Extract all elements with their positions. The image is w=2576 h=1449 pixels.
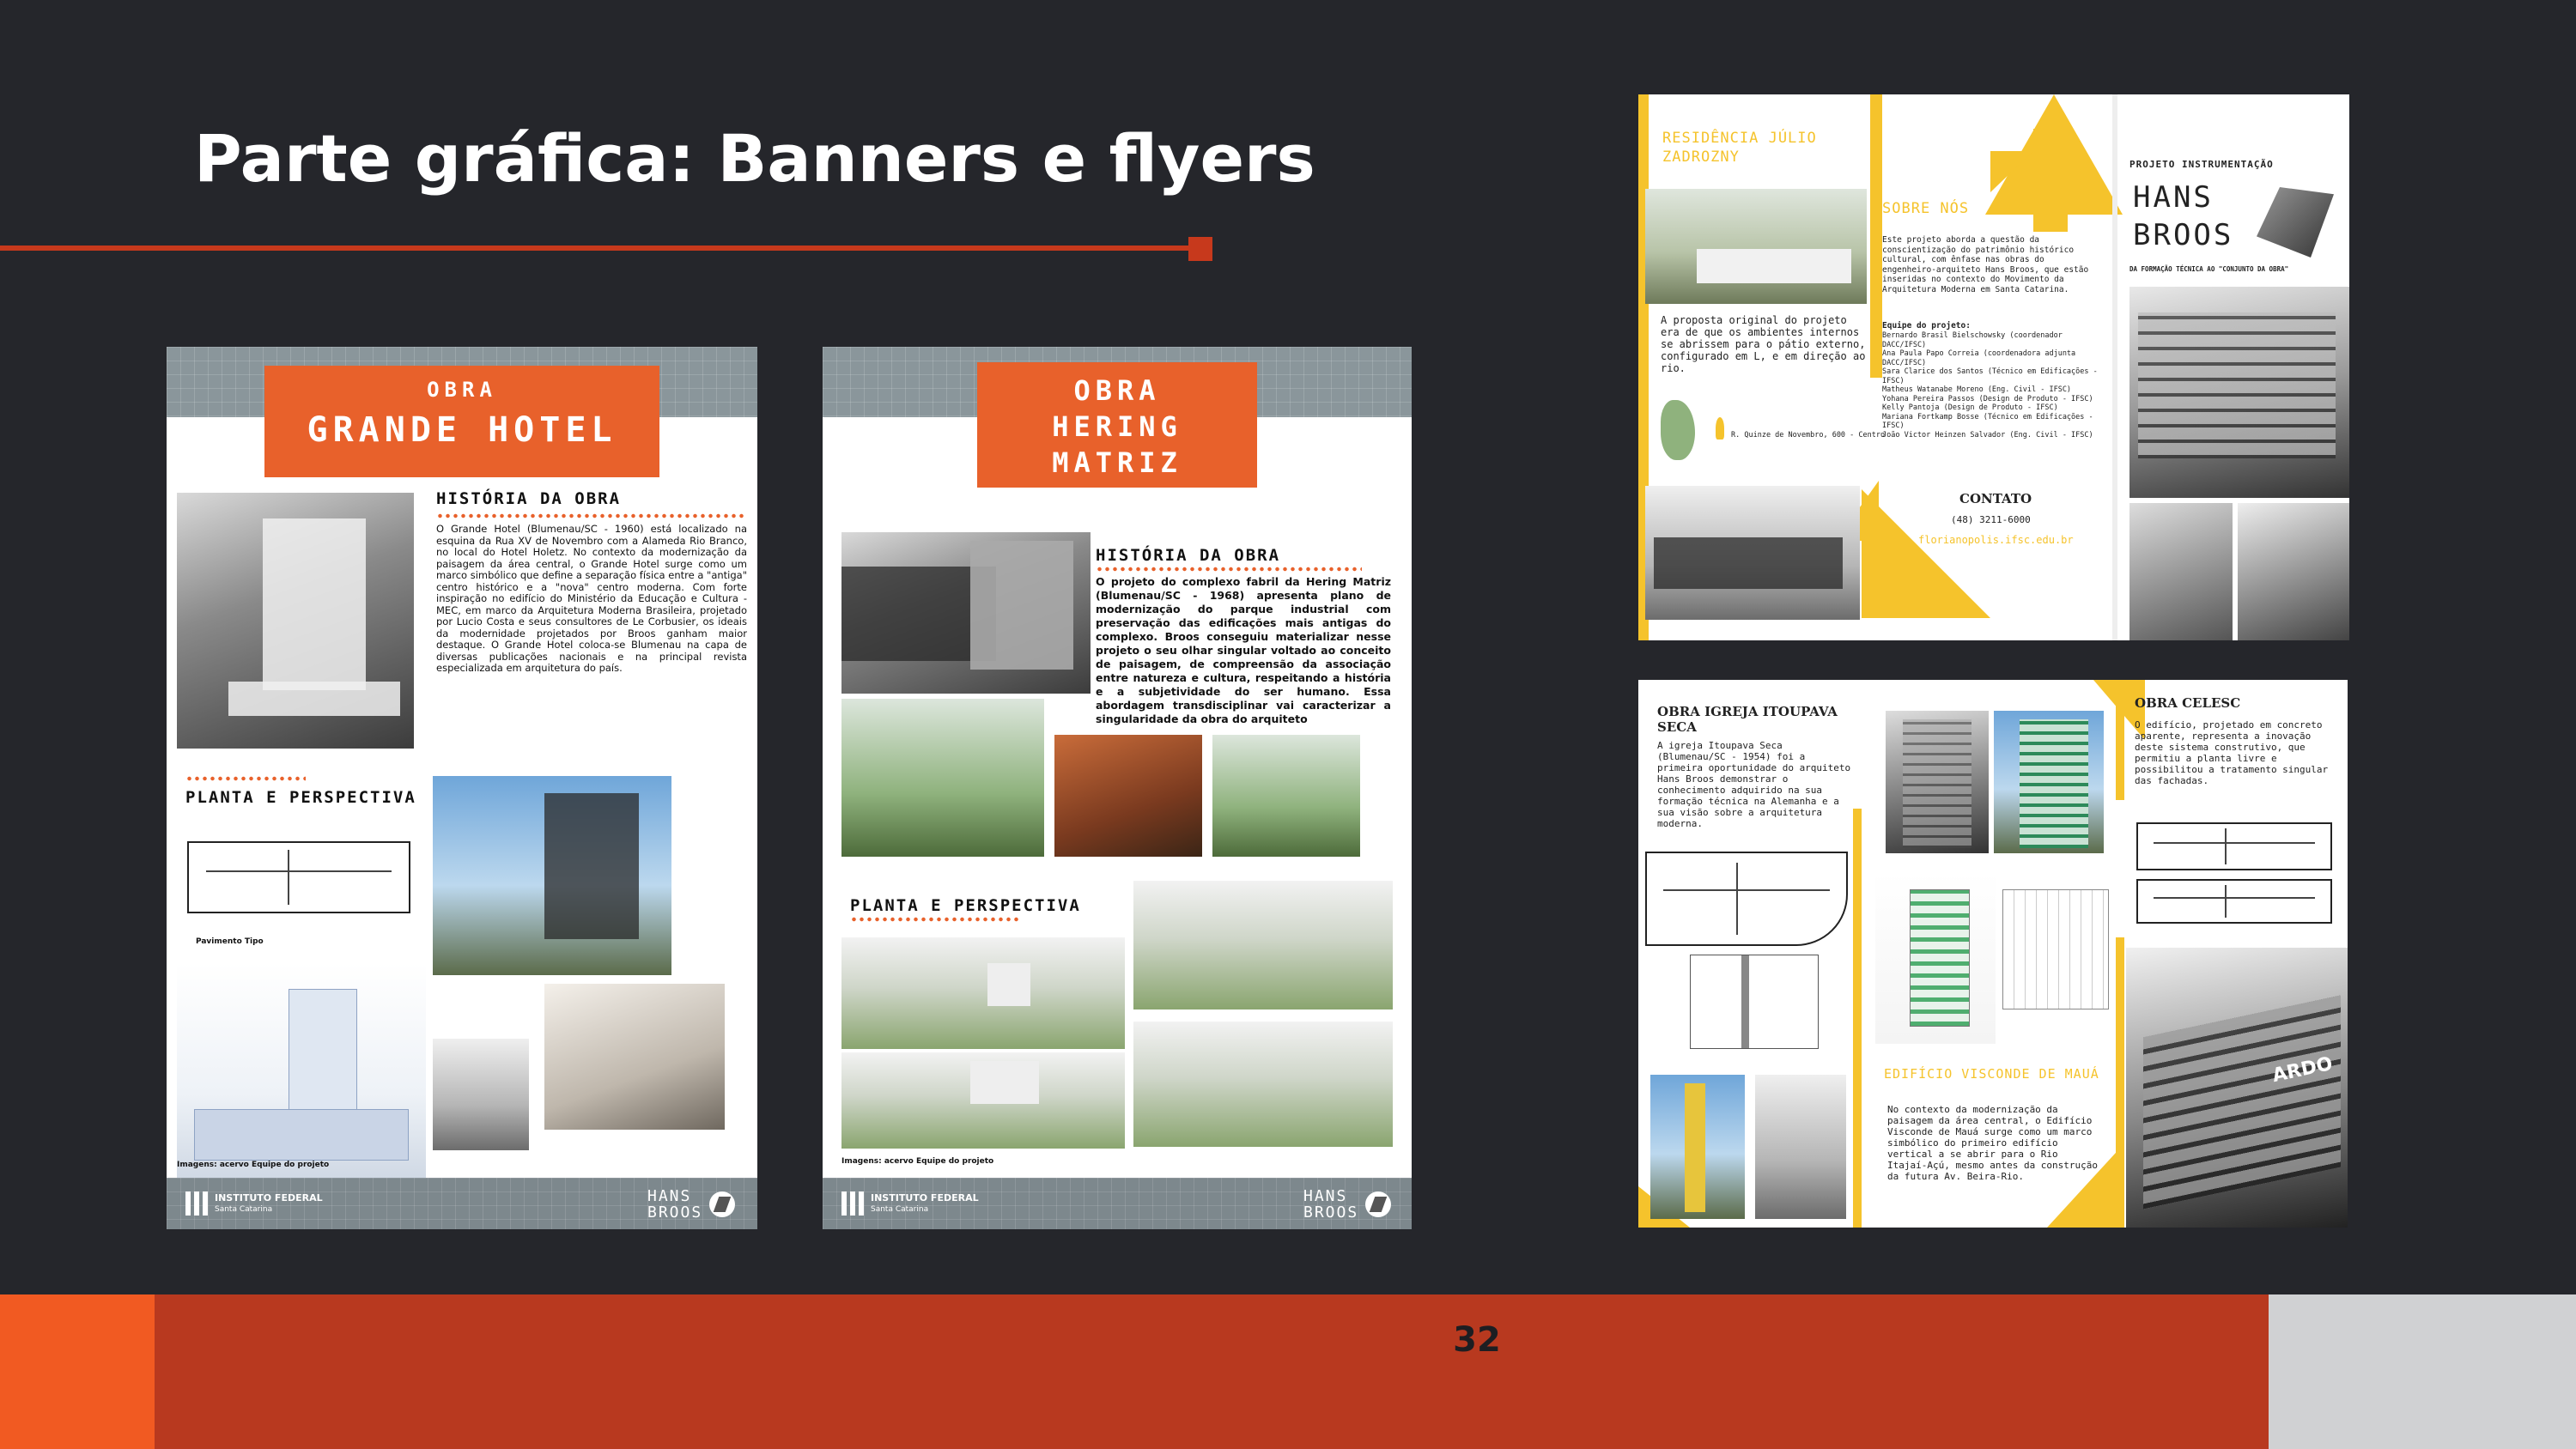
page-number: 32 [1453,1320,1501,1360]
about-title: SOBRE NÓS [1882,200,1970,217]
title-underline-square [1188,237,1212,261]
if-logo-text: INSTITUTO FEDERAL [871,1192,979,1203]
plan-dots [185,776,306,781]
history-text: O Grande Hotel (Blumenau/SC - 1960) está localizado na esquina da Rua XV de Novembro com a Alameda Rio Branco, no local do Hotel Holetz. No contexto da modernização da paisagem da área central, o Grande Hotel surge como um marco simbólico que define a separação física entre a "antiga" centro histórico e a "nova" centro moderna. Com forte inspiração no edifício do Ministério da Educação e Cultura - MEC, em marco da Arquitetura Moderna Brasileira, projetado por Lucio Costa e seus consultores de Le Corbusier, os ideais da modernidade projetados por Broos ganham maior destaque. O Grande Hotel coloca-se Blumenau na capa de diversas publicações nacionais e na principal revista especializada em arquitetura do país. [436,524,747,674]
building-photo-small-1 [2129,503,2233,640]
hering-photo-2 [1054,735,1202,857]
slide-footer [0,1294,2576,1449]
hering-photo-1 [841,699,1044,857]
banner-label [264,366,659,477]
visconde-plans [2002,889,2109,1009]
igreja-photo-2 [1755,1075,1846,1219]
title-underline [0,246,1192,251]
plan-heading: PLANTA E PERSPECTIVA [185,788,416,807]
hans-broos-logo-text: HANS BROOS [1303,1187,1359,1222]
team-member: Sara Clarice dos Santos (Técnico em Edificações - IFSC) [1882,367,2098,385]
team-member: Mariana Fortkamp Bosse (Técnico em Edificações - IFSC) [1882,412,2093,430]
grande-hotel-detail-photo [433,1039,529,1150]
celesc-plan-1 [2136,822,2332,870]
footer-orange-block [0,1294,155,1449]
igreja-title: OBRA IGREJA ITOUPAVA SECA [1657,704,1838,735]
map-icon [1661,400,1695,460]
team-member: João Victor Heinzen Salvador (Eng. Civil - IFSC) [1882,430,2093,440]
grande-hotel-sketch [544,984,725,1130]
if-logo-icon [841,1191,864,1216]
residence-photo-1 [1645,189,1867,304]
grande-hotel-render [177,963,426,1181]
visconde-text: No contexto da modernização da paisagem da área central, o Edifício Visconde de Mauá surge como um marco simbólico do primeiro edifício vertical a se abrir para o Rio Itajaí-Açú, mesmo antes da construção da futura Av. Beira-Rio. [1887,1104,2099,1182]
igreja-plan-drawing [1645,852,1848,946]
banner-label-mid: HERING [1052,410,1182,443]
hering-render-4 [1133,1022,1393,1147]
yellow-triangle-2 [1862,489,1990,618]
footer-red-band [155,1294,2269,1449]
banner-hering-matriz [823,347,1412,1229]
about-text: Este projeto aborda a questão da conscientização do patrimônio histórico cultural, com ênfase nas obras do engenheiro-arquiteto Hans Broos, que estão inseridas no contexto do Movimento da Arquitetura Moderna em Santa Catarina. [1882,235,2089,294]
banner-label [977,362,1257,488]
banner-label-top: OBRA [1073,374,1161,407]
history-heading: HISTÓRIA DA OBRA [436,489,622,508]
visconde-photo-2 [1994,711,2104,853]
address: R. Quinze de Novembro, 600 - Centro [1731,431,1886,440]
history-text: O projeto do complexo fabril da Hering Matriz (Blumenau/SC - 1968) apresenta plano de modernização do parque industrial com preservação das edificações mais antigas do complexo. Broos conseguiu materializar nesse projeto o seu olhar singular voltado ao conceito de paisagem, de compreensão da associação entre natureza e cultura, respeitando a história e a subjetividade do ser humano. Essa abordagem transdisciplinar vai caracterizar a singularidade da obra do arquiteto [1096,575,1391,725]
plan-caption: Pavimento Tipo [196,937,264,946]
hering-render-3 [1133,881,1393,1009]
team-member: Ana Paula Papo Correia (coordenadora adjunta DACC/IFSC) [1882,349,2076,367]
banner-label-top: OBRA [427,378,497,402]
visconde-photo-1 [1886,711,1989,853]
igreja-text: A igreja Itoupava Seca (Blumenau/SC - 1954) foi a primeira oportunidade do arquiteto Hans Broos demonstrar o conhecimento adquirido na sua formação técnica na Alemanha e a sua visão sobre a arquitetura moderna. [1657,740,1851,829]
hans-broos-logo-text: HANS BROOS [647,1187,703,1222]
location-pin-icon [1716,417,1724,440]
plan-dots [850,917,1022,922]
banner-label-main: GRANDE HOTEL [307,410,617,450]
banner-label-main: MATRIZ [1052,446,1182,479]
igreja-tower-photo [1650,1075,1745,1219]
visconde-render [1875,872,1996,1044]
hans-broos-logo-icon [709,1191,735,1217]
if-logo-text: INSTITUTO FEDERAL [215,1192,323,1203]
image-source: Imagens: acervo Equipe do projeto [841,1157,994,1166]
hering-photo-3 [1212,735,1360,857]
history-dots [1096,567,1362,572]
building-photo-large [2129,287,2349,498]
igreja-tower-drawing [1690,955,1819,1049]
if-logo-icon [185,1191,208,1216]
residence-title: RESIDÊNCIA JÚLIO ZADROZNY [1662,130,1817,166]
project-label: PROJETO INSTRUMENTAÇÃO [2129,159,2274,170]
if-logo-sub: Santa Catarina [215,1205,273,1214]
celesc-title: OBRA CELESC [2135,695,2241,711]
team-member: Kelly Pantoja (Design de Produto - IFSC) [1882,403,2058,412]
grande-hotel-street-photo [433,776,671,975]
residence-text: A proposta original do projeto era de que os ambientes internos se abrissem para o pátio externo, configurado em L, e em direção ao rio. [1661,314,1866,374]
flyer-back [1638,680,2348,1228]
celesc-sign: ARDO [2270,1052,2335,1088]
if-logo-sub: Santa Catarina [871,1205,929,1214]
hering-render-2 [841,1052,1125,1149]
contact-phone: (48) 3211-6000 [1951,514,2031,525]
grande-hotel-photo [177,493,414,749]
plan-heading: PLANTA E PERSPECTIVA [850,896,1081,915]
team-list [1882,331,2107,440]
yellow-bar-mid-1 [1853,809,1862,1228]
hering-render-1 [841,937,1125,1049]
team-member: Yohana Pereira Passos (Design de Produto - IFSC) [1882,394,2093,403]
footer-gray-block [2269,1294,2576,1449]
flyer-front [1638,94,2349,640]
celesc-text: O edifício, projetado em concreto aparente, representa a inovação deste sistema construtivo, que permitiu a planta livre e possibilitou a tratamento singular das fachadas. [2135,719,2329,786]
history-heading: HISTÓRIA DA OBRA [1096,546,1281,565]
visconde-title: EDIFÍCIO VISCONDE DE MAUÁ [1884,1066,2099,1082]
yellow-stripe [2033,129,2068,232]
building-photo-small-2 [2238,503,2349,640]
hering-factory-photo [841,532,1091,694]
celesc-plan-2 [2136,879,2332,924]
banner-footer [167,1178,757,1229]
yellow-divider [2112,94,2117,640]
floor-plan-drawing [187,841,410,913]
contact-site: florianopolis.ifsc.edu.br [1918,534,2074,546]
brand-logo-icon [2257,187,2334,258]
hans-broos-logo-icon [1365,1191,1391,1217]
tagline: DA FORMAÇÃO TÉCNICA AO "CONJUNTO DA OBRA" [2129,265,2289,273]
history-dots [436,513,745,518]
celesc-photo [2126,948,2348,1228]
banner-grande-hotel [167,347,757,1229]
team-member: Bernardo Brasil Bielschowsky (coordenador DACC/IFSC) [1882,331,2063,349]
yellow-corner-top [1870,94,1882,378]
brand-name: HANS BROOS [2133,180,2234,252]
contact-title: CONTATO [1959,491,2032,506]
residence-photo-2 [1645,486,1860,620]
banner-footer [823,1178,1412,1229]
team-title: Equipe do projeto: [1882,321,1971,330]
team-member: Matheus Watanabe Moreno (Eng. Civil - IFSC) [1882,385,2072,394]
slide-title: Parte gráfica: Banners e flyers [194,120,1315,197]
image-source: Imagens: acervo Equipe do projeto [177,1161,330,1169]
